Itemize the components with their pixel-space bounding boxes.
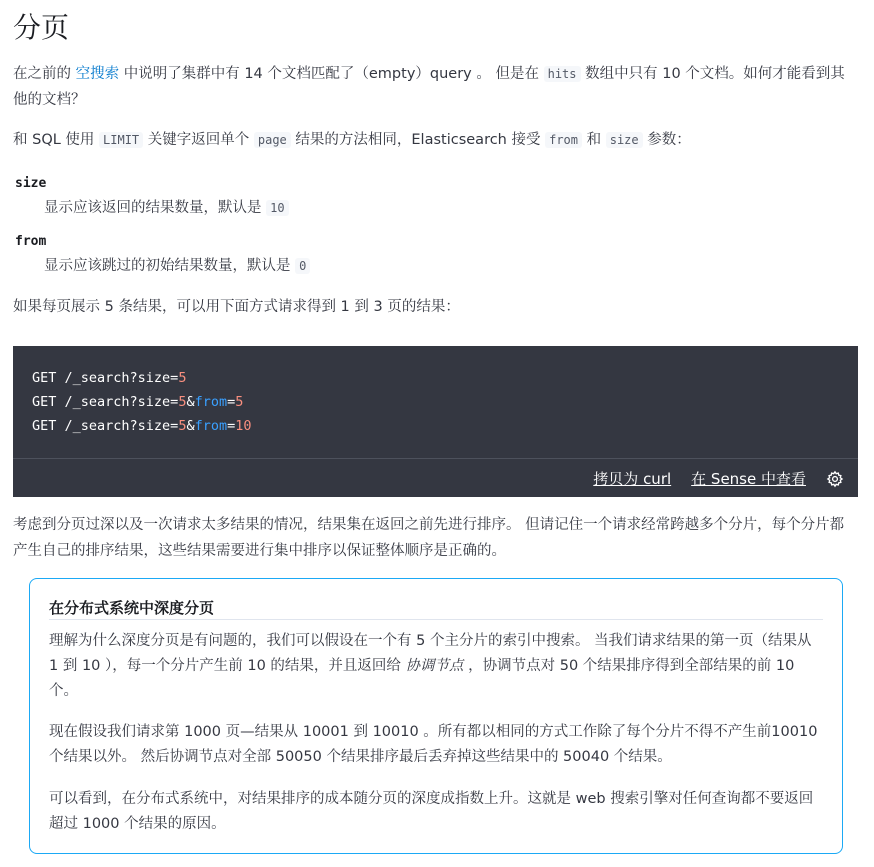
text: 结果的方法相同，Elasticsearch 接受 [290,132,546,148]
param-term-size: size [15,176,47,191]
code-line-3 [32,418,252,434]
code-keyword: from [194,418,228,434]
code-text: = [227,394,236,410]
gear-icon[interactable] [826,470,844,488]
text: 和 SQL 使用 [13,132,100,148]
sidebar-paragraph-2: 现在假设我们请求第 1000 页—结果从 10001 到 10010 。所有都以相同的方式工作除了每个分片不得不产生前10010个结果以外。 然后协调节点对全部 50050 个结果排序最后丢弃掉这些结果中的 50040 个结果。 [49,724,818,765]
copy-as-curl-link[interactable]: 拷贝为 curl [593,470,672,488]
inline-code-from: from [545,132,582,148]
code-keyword: from [194,394,228,410]
sidebar-note [29,578,843,854]
sidebar-divider [49,619,823,620]
code-number: 10 [235,418,252,434]
text: 关键字返回单个 [143,132,254,148]
default-value: 0 [295,258,310,274]
code-text: = [227,418,236,434]
empty-search-link[interactable]: 空搜索 [75,66,120,82]
code-text: & [186,418,195,434]
inline-code-limit: LIMIT [99,132,143,148]
code-number: 5 [178,370,187,386]
example-intro: 如果每页展示 5 条结果，可以用下面方式请求得到 1 到 3 页的结果： [13,299,460,315]
code-number: 5 [235,394,244,410]
code-number: 5 [178,418,187,434]
sidebar-title: 在分布式系统中深度分页 [49,599,215,617]
code-number: 5 [178,394,187,410]
text: 和 [582,132,606,148]
text: ，协调节点对 50 个结果排序得到全部结果的前 10 个。 [49,658,795,699]
sidebar-paragraph-3: 可以看到，在分布式系统中，对结果排序的成本随分页的深度成指数上升。这就是 web 搜索引擎对任何查询都不要返回超过 1000 个结果的原因。 [49,791,814,832]
code-lines [32,366,252,438]
text: 中说明了集群中有 14 个文档匹配了（empty）query 。 但是在 [119,66,544,82]
default-value: 10 [266,200,288,216]
code-line-1 [32,370,186,386]
param-desc-from [44,254,310,278]
code-line-2 [32,394,243,410]
text: 显示应该返回的结果数量，默认是 [44,200,267,216]
view-in-sense-link[interactable]: 在 Sense 中查看 [691,470,806,488]
intro-paragraph-2 [13,127,858,153]
sidebar-paragraph-1 [49,629,824,704]
text: 显示应该跳过的初始结果数量，默认是 [44,258,296,274]
inline-code-size: size [606,132,643,148]
code-block [13,346,858,497]
code-text: GET /_search?size= [32,394,179,410]
text: 在之前的 [13,66,76,82]
text: 参数： [642,132,691,148]
page-title: 分页 [13,11,70,44]
code-text: GET /_search?size= [32,418,179,434]
after-code-paragraph: 考虑到分页过深以及一次请求太多结果的情况，结果集在返回之前先进行排序。 但请记住一个请求经常跨越多个分片，每个分片都产生自己的排序结果，这些结果需要进行集中排序以保证整体顺序是正确的。 [13,517,845,559]
text: 理解为什么深度分页是有问题的，我们可以假设在一个有 5 个主分片的索引中搜索。 当我们请求结果的第一页（结果从 1 到 10 ），每一个分片产生前 10 的结果，并且返回给 [49,633,812,674]
text: 数组中只有 10 个文档。如何才能看到其他的文档？ [13,66,845,108]
code-divider [13,458,858,459]
intro-paragraph-1 [13,61,858,113]
inline-code-hits: hits [544,66,581,82]
code-actions [593,468,844,489]
inline-code-page: page [254,132,291,148]
param-term-from: from [15,234,47,249]
param-desc-size [44,196,289,220]
emphasis-text: 协调节点 [405,658,464,674]
code-text: GET /_search?size= [32,370,179,386]
code-text: & [186,394,195,410]
